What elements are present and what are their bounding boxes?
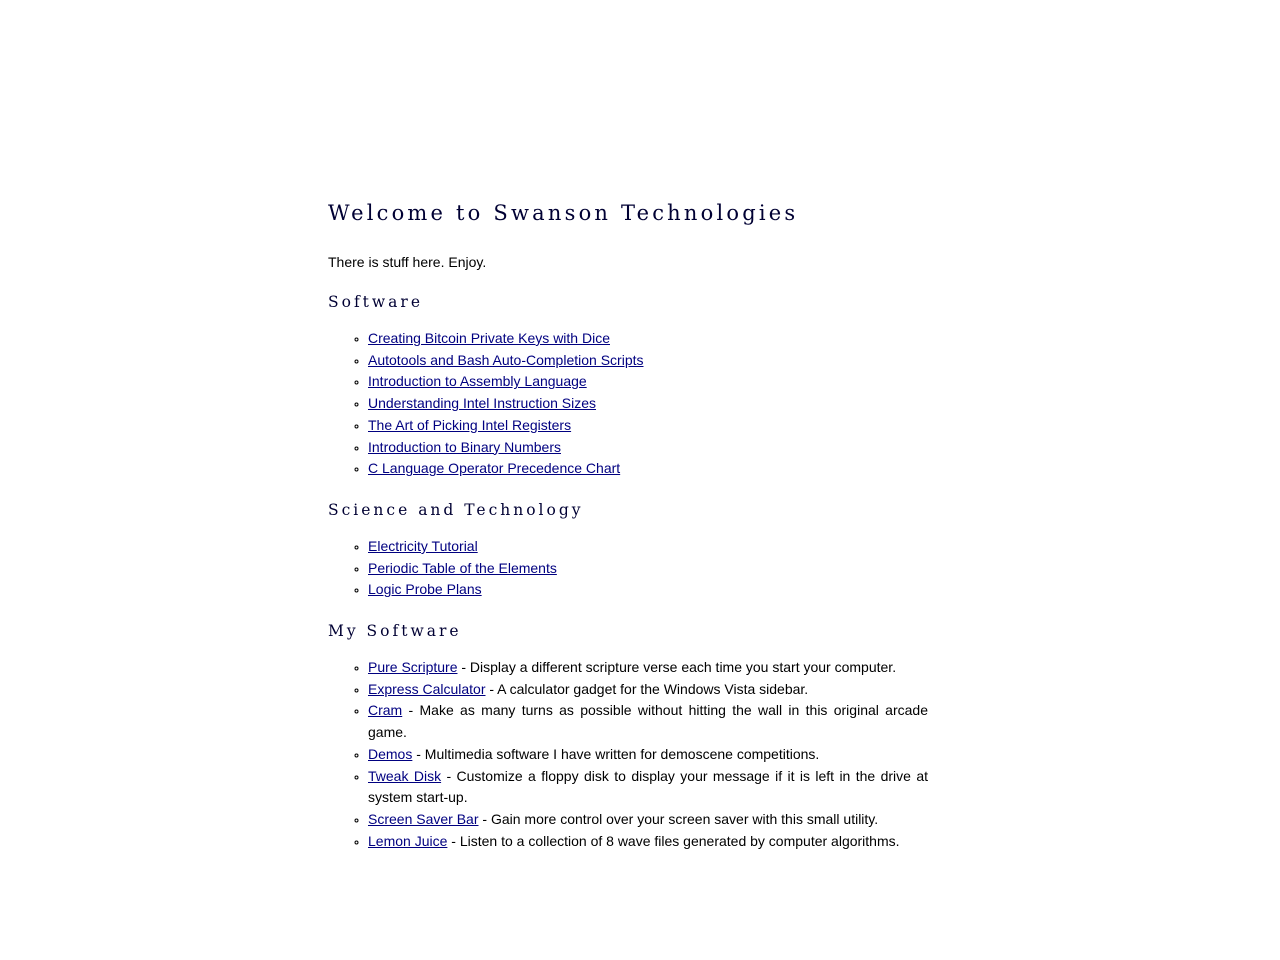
link-tweak-disk[interactable]: Tweak Disk bbox=[368, 767, 442, 784]
list-item bbox=[368, 657, 928, 679]
software-list bbox=[328, 328, 928, 480]
link-lemon-juice[interactable]: Lemon Juice bbox=[368, 832, 448, 849]
list-item bbox=[368, 809, 928, 831]
item-description: - Gain more control over your screen saver with this small utility. bbox=[478, 810, 879, 827]
link-logic-probe-plans[interactable]: Logic Probe Plans bbox=[368, 581, 482, 598]
section-heading-science: Science and Technology bbox=[328, 500, 584, 519]
link-assembly-language[interactable]: Introduction to Assembly Language bbox=[368, 373, 587, 390]
list-item bbox=[368, 766, 928, 809]
item-description: - Display a different scripture verse each time you start your computer. bbox=[457, 659, 897, 676]
link-bitcoin-dice[interactable]: Creating Bitcoin Private Keys with Dice bbox=[368, 330, 610, 346]
list-item bbox=[368, 579, 928, 601]
page-title: Welcome to Swanson Technologies bbox=[328, 201, 799, 225]
list-item bbox=[368, 558, 928, 580]
list-item bbox=[368, 371, 928, 393]
link-intel-instruction-sizes[interactable]: Understanding Intel Instruction Sizes bbox=[368, 395, 597, 412]
list-item bbox=[368, 393, 928, 415]
section-heading-software: Software bbox=[328, 293, 424, 311]
link-screen-saver-bar[interactable]: Screen Saver Bar bbox=[368, 810, 479, 827]
item-description: - Customize a floppy disk to display your message if it is left in the drive at system start-up. bbox=[368, 767, 928, 806]
link-periodic-table[interactable]: Periodic Table of the Elements bbox=[368, 559, 557, 576]
list-item bbox=[368, 831, 928, 853]
list-item bbox=[368, 350, 928, 372]
link-express-calculator[interactable]: Express Calculator bbox=[368, 680, 486, 697]
list-item bbox=[368, 679, 928, 701]
my-software-list bbox=[328, 657, 928, 852]
list-item bbox=[368, 437, 928, 459]
list-item bbox=[368, 458, 928, 480]
link-electricity-tutorial[interactable]: Electricity Tutorial bbox=[368, 537, 478, 554]
link-c-operator-precedence[interactable]: C Language Operator Precedence Chart bbox=[368, 460, 621, 477]
list-item bbox=[368, 744, 928, 766]
link-binary-numbers[interactable]: Introduction to Binary Numbers bbox=[368, 438, 561, 455]
link-autotools-bash[interactable]: Autotools and Bash Auto-Completion Scripts bbox=[368, 351, 644, 368]
list-item bbox=[368, 700, 928, 743]
item-description: - Make as many turns as possible without hitting the wall in this original arcade game. bbox=[368, 702, 928, 741]
item-description: - Listen to a collection of 8 wave files generated by computer algorithms. bbox=[447, 832, 900, 849]
page-content bbox=[328, 196, 928, 870]
link-cram[interactable]: Cram bbox=[368, 702, 403, 719]
link-demos[interactable]: Demos bbox=[368, 745, 413, 762]
intro-text: There is stuff here. Enjoy. bbox=[328, 254, 487, 270]
section-heading-my-software: My Software bbox=[328, 622, 462, 641]
list-item bbox=[368, 415, 928, 437]
link-intel-registers[interactable]: The Art of Picking Intel Registers bbox=[368, 416, 572, 433]
item-description: - A calculator gadget for the Windows Vista sidebar. bbox=[485, 680, 809, 697]
link-pure-scripture[interactable]: Pure Scripture bbox=[368, 659, 458, 676]
item-description: - Multimedia software I have written for demoscene competitions. bbox=[412, 745, 820, 762]
list-item bbox=[368, 328, 928, 350]
list-item bbox=[368, 536, 928, 558]
science-list bbox=[328, 536, 928, 601]
